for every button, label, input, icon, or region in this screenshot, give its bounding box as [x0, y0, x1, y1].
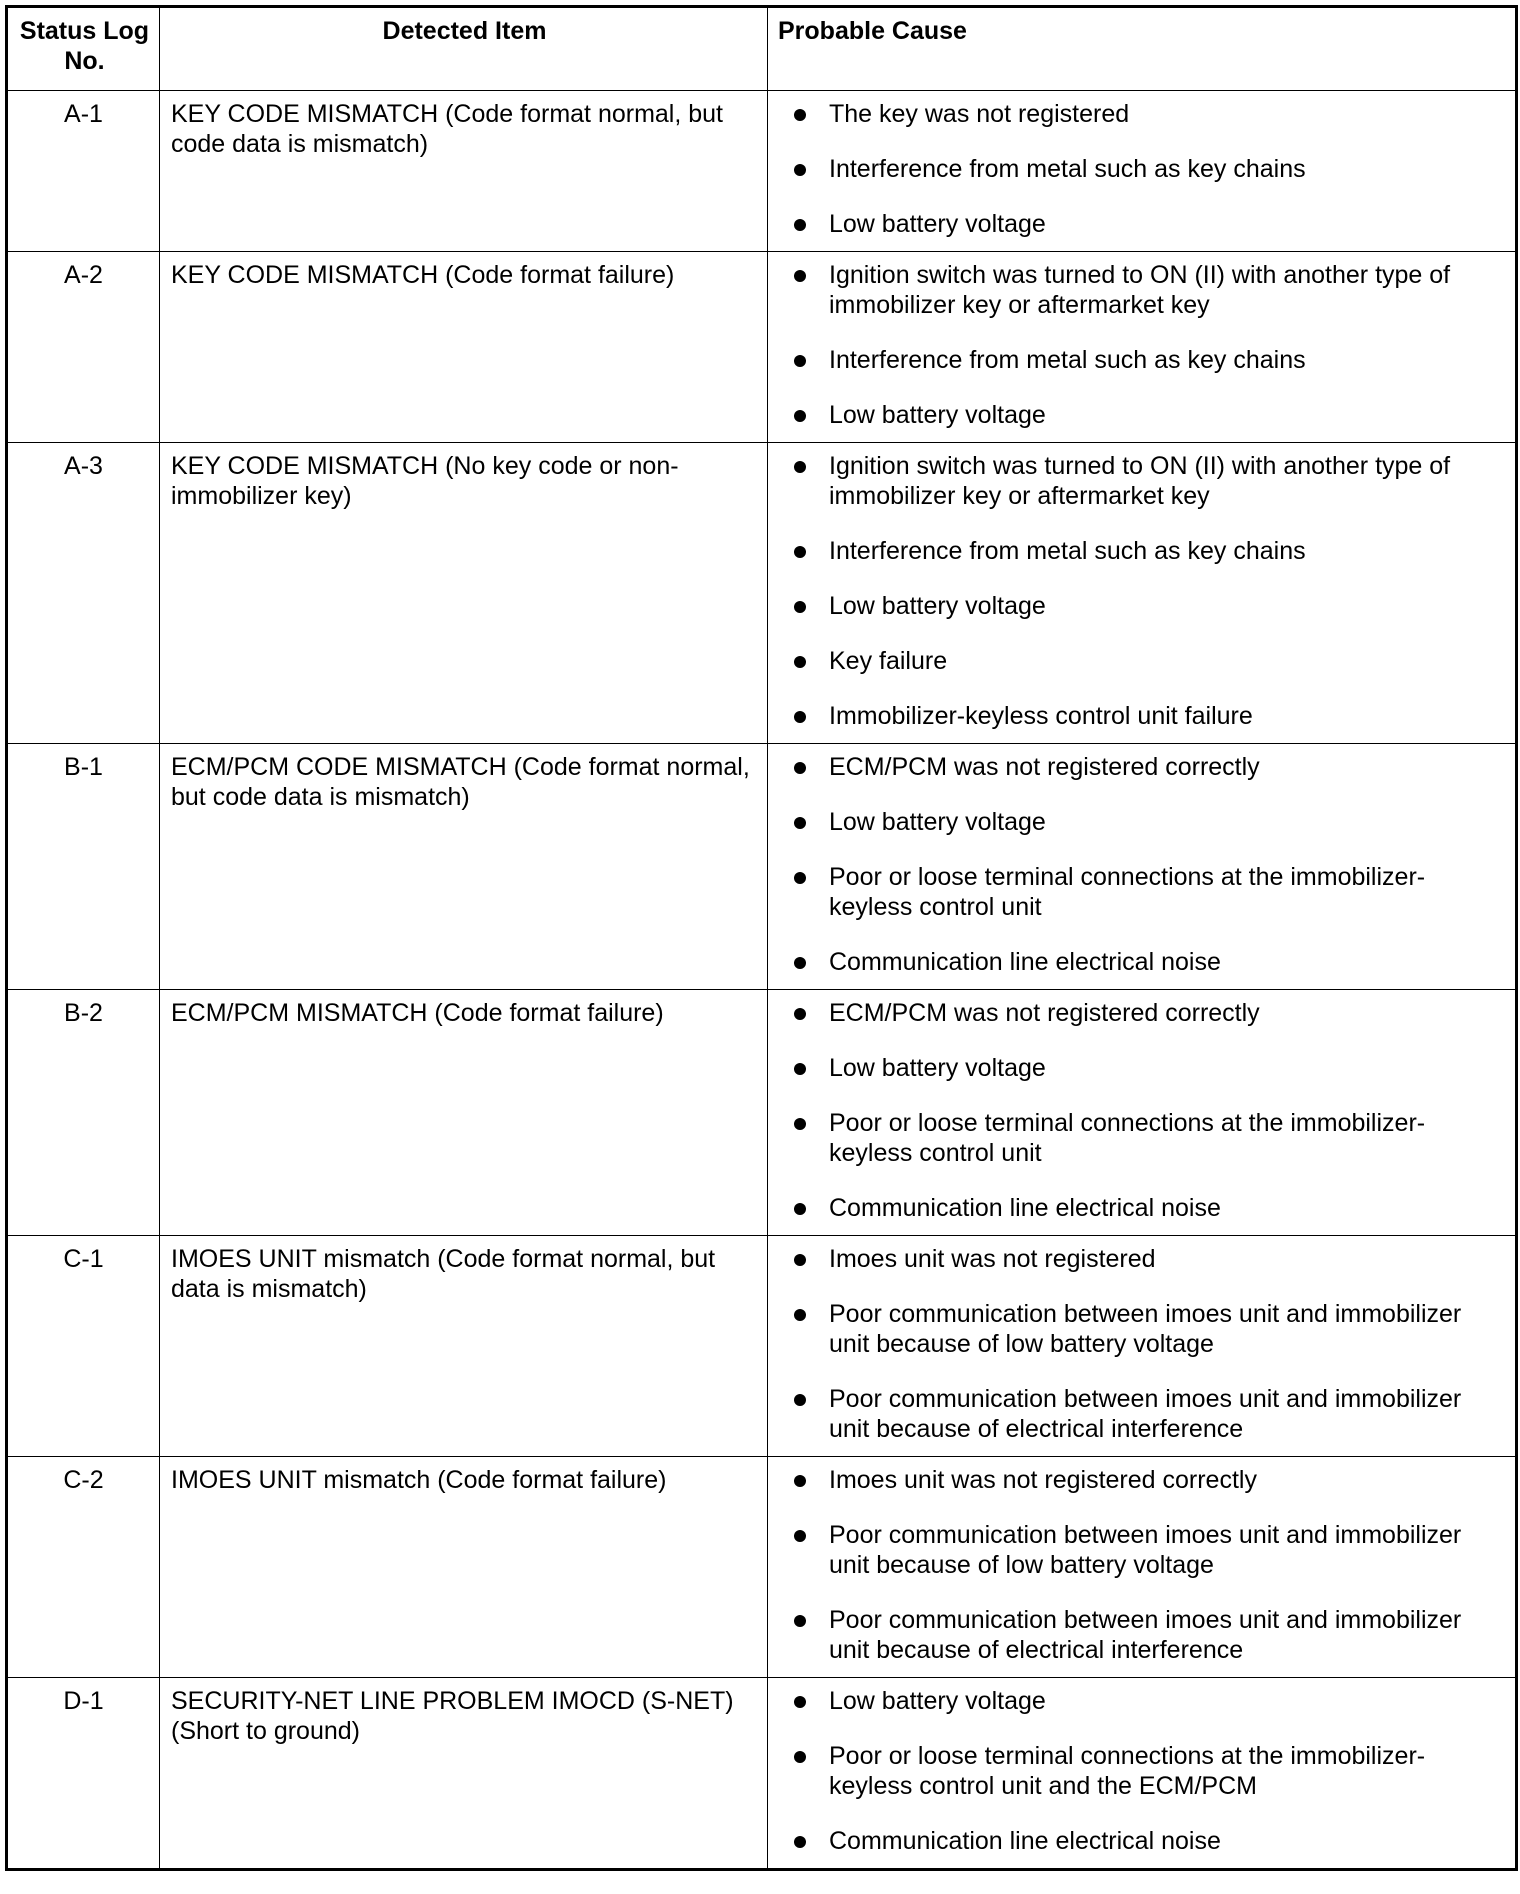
cause-list: [794, 1465, 1495, 1665]
cause-list-item: Interference from metal such as key chains: [794, 154, 1495, 184]
status-log-no: B-2: [7, 990, 160, 1236]
cause-list-item: Ignition switch was turned to ON (II) with another type of immobilizer key or aftermarket key: [794, 260, 1495, 320]
cause-list: [794, 998, 1495, 1223]
detected-item: ECM/PCM CODE MISMATCH (Code format normal, but code data is mismatch): [160, 744, 768, 990]
status-log-table: [5, 5, 1518, 1871]
cause-list-item: Low battery voltage: [794, 591, 1495, 621]
probable-cause: [768, 990, 1517, 1236]
probable-cause: [768, 1457, 1517, 1678]
cause-list-item: ECM/PCM was not registered correctly: [794, 998, 1495, 1028]
cause-list-item: Ignition switch was turned to ON (II) with another type of immobilizer key or aftermarket key: [794, 451, 1495, 511]
table-row: [7, 744, 1517, 990]
probable-cause: [768, 443, 1517, 744]
detected-item: KEY CODE MISMATCH (No key code or non-immobilizer key): [160, 443, 768, 744]
cause-list-item: Poor communication between imoes unit and immobilizer unit because of low battery voltage: [794, 1299, 1495, 1359]
cause-list-item: Poor communication between imoes unit and immobilizer unit because of electrical interference: [794, 1384, 1495, 1444]
cause-list: [794, 260, 1495, 430]
cause-list-item: Low battery voltage: [794, 1053, 1495, 1083]
table-row: [7, 990, 1517, 1236]
detected-item: KEY CODE MISMATCH (Code format normal, but code data is mismatch): [160, 91, 768, 252]
detected-item: KEY CODE MISMATCH (Code format failure): [160, 252, 768, 443]
probable-cause: [768, 1236, 1517, 1457]
cause-list-item: Key failure: [794, 646, 1495, 676]
detected-item: IMOES UNIT mismatch (Code format normal, but data is mismatch): [160, 1236, 768, 1457]
cause-list: [794, 99, 1495, 239]
cause-list-item: ECM/PCM was not registered correctly: [794, 752, 1495, 782]
status-log-no: B-1: [7, 744, 160, 990]
status-log-no: D-1: [7, 1678, 160, 1870]
probable-cause: [768, 252, 1517, 443]
header-probable-cause: Probable Cause: [768, 7, 1517, 91]
cause-list-item: Low battery voltage: [794, 400, 1495, 430]
status-log-no: A-3: [7, 443, 160, 744]
table-row: [7, 443, 1517, 744]
cause-list-item: Low battery voltage: [794, 209, 1495, 239]
header-detected-item: Detected Item: [160, 7, 768, 91]
table-row: [7, 1678, 1517, 1870]
probable-cause: [768, 744, 1517, 990]
cause-list-item: Communication line electrical noise: [794, 1193, 1495, 1223]
probable-cause: [768, 1678, 1517, 1870]
table-row: [7, 252, 1517, 443]
status-log-no: A-1: [7, 91, 160, 252]
cause-list-item: Poor or loose terminal connections at the immobilizer-keyless control unit and the ECM/PCM: [794, 1741, 1495, 1801]
status-log-no: A-2: [7, 252, 160, 443]
cause-list-item: Poor communication between imoes unit and immobilizer unit because of electrical interference: [794, 1605, 1495, 1665]
cause-list: [794, 752, 1495, 977]
header-status-log-no: Status Log No.: [7, 7, 160, 91]
cause-list-item: The key was not registered: [794, 99, 1495, 129]
detected-item: IMOES UNIT mismatch (Code format failure): [160, 1457, 768, 1678]
table-row: [7, 1236, 1517, 1457]
status-log-no: C-2: [7, 1457, 160, 1678]
cause-list-item: Interference from metal such as key chains: [794, 536, 1495, 566]
cause-list-item: Imoes unit was not registered: [794, 1244, 1495, 1274]
cause-list-item: Poor or loose terminal connections at the immobilizer-keyless control unit: [794, 1108, 1495, 1168]
detected-item: SECURITY-NET LINE PROBLEM IMOCD (S-NET) (Short to ground): [160, 1678, 768, 1870]
cause-list: [794, 1244, 1495, 1444]
cause-list: [794, 451, 1495, 731]
cause-list-item: Imoes unit was not registered correctly: [794, 1465, 1495, 1495]
header-row: [7, 7, 1517, 91]
status-log-no: C-1: [7, 1236, 160, 1457]
cause-list-item: Low battery voltage: [794, 807, 1495, 837]
detected-item: ECM/PCM MISMATCH (Code format failure): [160, 990, 768, 1236]
table-row: [7, 1457, 1517, 1678]
cause-list-item: Low battery voltage: [794, 1686, 1495, 1716]
cause-list-item: Immobilizer-keyless control unit failure: [794, 701, 1495, 731]
cause-list-item: Communication line electrical noise: [794, 1826, 1495, 1856]
cause-list-item: Poor communication between imoes unit and immobilizer unit because of low battery voltage: [794, 1520, 1495, 1580]
cause-list: [794, 1686, 1495, 1856]
table-row: [7, 91, 1517, 252]
probable-cause: [768, 91, 1517, 252]
cause-list-item: Poor or loose terminal connections at the immobilizer-keyless control unit: [794, 862, 1495, 922]
status-log-table-container: [5, 5, 1515, 1871]
cause-list-item: Interference from metal such as key chains: [794, 345, 1495, 375]
cause-list-item: Communication line electrical noise: [794, 947, 1495, 977]
